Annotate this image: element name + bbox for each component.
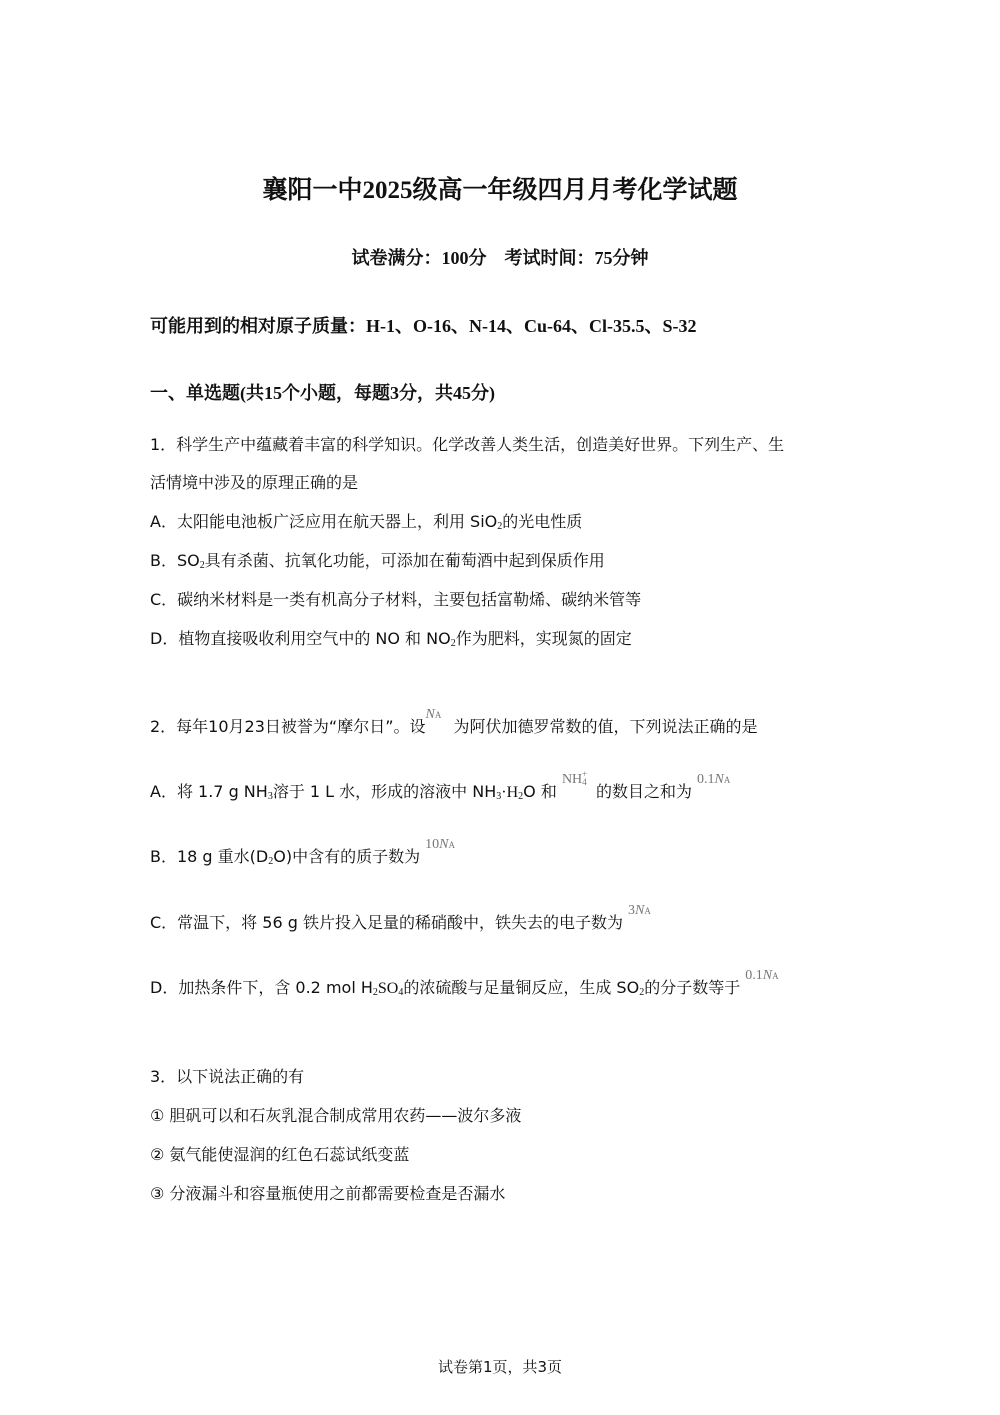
q2-d-value: 0.1NA xyxy=(745,968,779,983)
q1-stem-line2: 活情境中涉及的原理正确的是 xyxy=(150,473,359,492)
page-footer: 试卷第1页，共3页 xyxy=(437,1358,563,1376)
q1-option-b: B．$SO_2$具有杀菌、抗氧化功能，可添加在葡萄酒中起到保质作用 xyxy=(150,551,605,571)
section-heading: 一、单选题(共15个小题，每题3分，共45分) xyxy=(150,383,495,403)
na-symbol: NA xyxy=(425,707,442,722)
q2-option-b: B．18 g 重水$(D_2O)$中含有的质子数为 10NA xyxy=(150,846,455,870)
ammonium-formula: NH+4 xyxy=(561,769,588,787)
q2-option-d: D．加热条件下，含 0.2 mol $H_2SO_4$的浓硫酸与足量铜反应，生成 $SO_2$的分子数等于 0.1NA xyxy=(150,977,779,1001)
q3-stem: 3．以下说法正确的有 xyxy=(150,1067,305,1086)
q2-a-value: 0.1NA xyxy=(697,772,731,787)
q3-item-1: ① 胆矾可以和石灰乳混合制成常用农药——波尔多液 xyxy=(150,1106,522,1125)
q1-option-c: C．碳纳米材料是一类有机高分子材料，主要包括富勒烯、碳纳米管等 xyxy=(150,590,642,609)
q3-item-2: ② 氨气能使湿润的红色石蕊试纸变蓝 xyxy=(150,1145,410,1164)
q2-option-c: C．常温下，将 56 g 铁片投入足量的稀硝酸中，铁失去的电子数为 3NA xyxy=(150,912,651,936)
q3-item-3: ③ 分液漏斗和容量瓶使用之前都需要检查是否漏水 xyxy=(150,1184,506,1203)
page-title: 襄阳一中2025级高一年级四月月考化学试题 xyxy=(262,177,738,204)
q1-option-a: A．太阳能电池板广泛应用在航天器上，利用 SiO$_2$的光电性质 xyxy=(150,512,583,532)
atomic-masses: 可能用到的相对原子质量：H-1、O-16、N-14、Cu-64、Cl-35.5、S-32 xyxy=(150,316,697,336)
q1-stem-line1: 1．科学生产中蕴藏着丰富的科学知识。化学改善人类生活，创造美好世界。下列生产、生 xyxy=(150,435,785,454)
q2-option-a: A．将 1.7 g $NH_3$溶于 1 L 水，形成的溶液中 $NH_3\cdot H_2O$ 和 NH+4 的数目之和为 0.1NA xyxy=(150,769,731,802)
exam-info: 试卷满分：100分 考试时间：75分钟 xyxy=(351,248,649,268)
q2-stem: 2．每年10月23日被誉为“摩尔日”。设NA为阿伏加德罗常数的值，下列说法正确的是 xyxy=(150,716,758,740)
q2-c-value: 3NA xyxy=(628,903,651,918)
q1-option-d: D．植物直接吸收利用空气中的 NO 和 $NO_2$作为肥料，实现氮的固定 xyxy=(150,629,632,649)
q2-b-value: 10NA xyxy=(425,837,456,852)
